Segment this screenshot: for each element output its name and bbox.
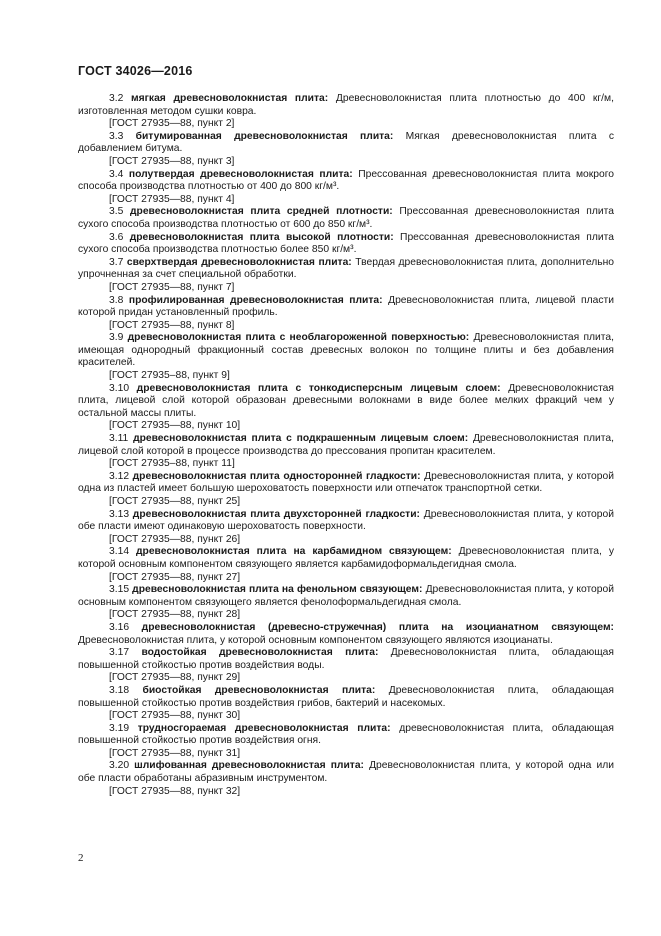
definition-paragraph <box>78 206 614 231</box>
definition-paragraph <box>78 760 614 785</box>
source-reference: [ГОСТ 27935—88, пункт 10] <box>109 420 241 432</box>
definition-paragraph <box>78 232 614 257</box>
definition-entry <box>78 169 614 207</box>
definition-entry <box>78 546 614 584</box>
source-reference: [ГОСТ 27935—88, пункт 8] <box>109 319 235 331</box>
definition-text: Древесноволокнистая плита, у которой одна или обе пласти обработаны абразивным инструментом. <box>78 760 614 785</box>
definition-paragraph <box>78 509 614 534</box>
source-reference: [ГОСТ 27935—88, пункт 2] <box>109 118 235 130</box>
clause-number: 3.13 <box>109 508 130 520</box>
page-number: 2 <box>78 852 84 864</box>
source-reference: [ГОСТ 27935—88, пункт 3] <box>109 155 235 167</box>
definition-text: Древесноволокнистая плита, у которой одна из пластей имеет большую шероховатость поверхности или отпечаток транспортной сетки. <box>78 470 614 495</box>
clause-number: 3.7 <box>109 256 124 268</box>
definition-entry <box>78 93 614 131</box>
clause-number: 3.14 <box>109 546 130 558</box>
definition-text: Мягкая древесноволокнистая плита с добавлением битума. <box>78 130 614 155</box>
definition-text: Древесноволокнистая плита, обладающая повышенной стойкостью против воздействия воды. <box>78 647 614 671</box>
source-reference: [ГОСТ 27935–88, пункт 9] <box>109 370 230 382</box>
source-reference: [ГОСТ 27935—88, пункт 27] <box>109 571 241 583</box>
definition-text: Древесноволокнистая плита, у которой обе пласти имеют одинаковую шероховатость поверхности. <box>78 508 614 533</box>
term: древесноволокнистая плита на фенольном связующем: <box>132 584 423 596</box>
term: водостойкая древесноволокнистая плита: <box>141 647 379 659</box>
term: древесноволокнистая (древесно-стружечная) плита на изоцианатном связующем: <box>141 621 614 633</box>
definition-text: Древесноволокнистая плита, лицевой пласти которой придан установленный профиль. <box>78 294 614 319</box>
definition-paragraph <box>78 169 614 194</box>
term: древесноволокнистая плита односторонней гладкости: <box>132 470 421 482</box>
definition-text: Древесноволокнистая плита, имеющая однородный фракционный состав древесных волокон по толщине плиты и без добавления красителей. <box>78 332 614 369</box>
definition-paragraph <box>78 93 614 118</box>
term: древесноволокнистая плита с необлагороженной поверхностью: <box>127 332 470 344</box>
definition-entry <box>78 471 614 509</box>
clause-number: 3.8 <box>109 294 124 306</box>
clause-number: 3.9 <box>109 332 124 344</box>
definition-text: Твердая древесноволокнистая плита, дополнительно упрочненная за счет специальной обработки. <box>78 256 614 281</box>
clause-number: 3.20 <box>109 760 130 772</box>
definition-entry <box>78 685 614 723</box>
source-reference: [ГОСТ 27935—88, пункт 30] <box>109 710 241 722</box>
definition-text: Древесноволокнистая плита, у которой основным компонентом связующего являются изоцианаты. <box>78 634 553 646</box>
clause-number: 3.18 <box>109 684 130 696</box>
source-reference: [ГОСТ 27935–88, пункт 11] <box>109 458 235 470</box>
definition-paragraph <box>78 584 614 609</box>
definition-text: древесноволокнистая плита, обладающая повышенной стойкостью против воздействия огня. <box>78 722 614 747</box>
clause-number: 3.6 <box>109 231 124 243</box>
definition-entry <box>78 647 614 685</box>
term: биостойкая древесноволокнистая плита: <box>142 684 376 696</box>
definition-entry <box>78 622 614 647</box>
term: мягкая древесноволокнистая плита: <box>131 93 329 104</box>
term: древесноволокнистая плита высокой плотности: <box>129 231 394 243</box>
definition-text: Древесноволокнистая плита, лицевой слой которой образован древесными волокнами в виде более мелких фракций чем у остальной массы плиты. <box>78 382 614 419</box>
clause-number: 3.5 <box>109 206 124 218</box>
source-reference: [ГОСТ 27935—88, пункт 4] <box>109 193 235 205</box>
term: древесноволокнистая плита на карбамидном связующем: <box>136 546 452 558</box>
source-reference: [ГОСТ 27935—88, пункт 32] <box>109 785 241 797</box>
clause-number: 3.15 <box>109 584 130 596</box>
term: битумированная древесноволокнистая плита: <box>135 130 394 142</box>
term: трудносгораемая древесноволокнистая плита: <box>137 722 391 734</box>
definition-paragraph <box>78 685 614 710</box>
clause-number: 3.10 <box>109 382 130 394</box>
definition-entry <box>78 723 614 761</box>
source-reference: [ГОСТ 27935—88, пункт 25] <box>109 496 241 507</box>
definition-paragraph <box>78 647 614 672</box>
clause-number: 3.3 <box>109 130 124 142</box>
term: древесноволокнистая плита с подкрашенным лицевым слоем: <box>133 433 469 445</box>
term: древесноволокнистая плита с тонкодисперсным лицевым слоем: <box>136 382 501 394</box>
definition-text: Древесноволокнистая плита плотностью до 400 кг/м, изготовленная методом сушки ковра. <box>78 93 614 117</box>
definition-text: Древесноволокнистая плита, обладающая повышенной стойкостью против воздействия грибов, бактерий и насекомых. <box>78 684 614 709</box>
definition-entry <box>78 295 614 333</box>
clause-number: 3.16 <box>109 621 130 633</box>
definition-entry <box>78 332 614 382</box>
definition-paragraph <box>78 332 614 370</box>
definition-text: Древесноволокнистая плита, у которой основным компонентом связующего является карбамидоформальдегидная смола. <box>78 546 614 570</box>
definition-entry <box>78 131 614 169</box>
definition-paragraph <box>78 546 614 571</box>
definition-entry <box>78 433 614 471</box>
definition-paragraph <box>78 471 614 496</box>
definition-paragraph <box>78 295 614 320</box>
definition-entry <box>78 257 614 295</box>
definition-paragraph <box>78 131 614 156</box>
term: профилированная древесноволокнистая плита: <box>128 294 383 306</box>
definition-paragraph <box>78 622 614 647</box>
clause-number: 3.17 <box>109 647 130 659</box>
clause-number: 3.2 <box>109 93 124 104</box>
term: полутвердая древесноволокнистая плита: <box>128 168 353 180</box>
definition-paragraph <box>78 257 614 282</box>
definition-paragraph <box>78 723 614 748</box>
definition-text: Прессованная древесноволокнистая плита сухого способа производства плотностью от 600 до 850 кг/м³. <box>78 206 614 230</box>
definition-entry <box>78 383 614 433</box>
definition-text: Древесноволокнистая плита, у которой основным компонентом связующего является фенолоформальдегидная смола. <box>78 584 614 608</box>
source-reference: [ГОСТ 27935—88, пункт 29] <box>109 672 241 684</box>
source-reference: [ГОСТ 27935—88, пункт 28] <box>109 609 241 621</box>
clause-number: 3.4 <box>109 168 124 180</box>
clause-number: 3.12 <box>109 470 130 482</box>
term: древесноволокнистая плита двухсторонней гладкости: <box>132 508 420 520</box>
term: шлифованная древесноволокнистая плита: <box>134 760 364 772</box>
document-header: ГОСТ 34026—2016 <box>78 64 193 78</box>
definition-text: Прессованная древесноволокнистая плита мокрого способа производства плотностью от 400 до 800 кг/м³. <box>78 168 614 193</box>
clause-number: 3.19 <box>109 722 130 734</box>
definition-entry <box>78 584 614 622</box>
definition-paragraph <box>78 383 614 421</box>
definition-text: Древесноволокнистая плита, лицевой слой которой в процессе производства до прессования пропитан красителем. <box>78 433 614 457</box>
definition-entry <box>78 760 614 798</box>
definitions-list <box>78 93 614 798</box>
term: сверхтвердая древесноволокнистая плита: <box>126 256 352 268</box>
definition-entry <box>78 232 614 257</box>
source-reference: [ГОСТ 27935—88, пункт 31] <box>109 747 241 759</box>
source-reference: [ГОСТ 27935—88, пункт 26] <box>109 533 241 545</box>
definition-text: Прессованная древесноволокнистая плита сухого способа производства плотностью более 850 кг/м³. <box>78 231 614 256</box>
definition-entry <box>78 206 614 231</box>
definition-paragraph <box>78 433 614 458</box>
clause-number: 3.11 <box>109 433 129 445</box>
definition-entry <box>78 509 614 547</box>
source-reference: [ГОСТ 27935—88, пункт 7] <box>109 281 235 293</box>
term: древесноволокнистая плита средней плотности: <box>130 206 393 218</box>
